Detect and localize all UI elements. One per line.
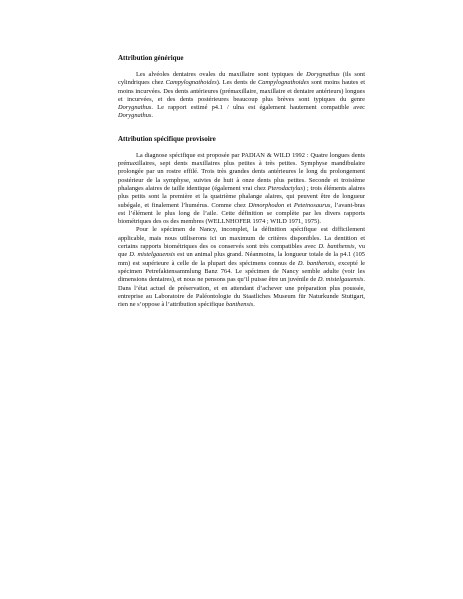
- page-content: [118, 54, 365, 309]
- section-heading-generic: Attribution générique: [118, 54, 184, 62]
- paragraph-nancy-specimen: Pour le spécimen de Nancy, incomplet, la définition spécifique est difficilement applicable, mais nous utiliserons ici un maximum de critères disponibles. La dentition et certains rapports biométriques des os conservés sont très compatibles avec D. banthensis, vu que D. mistelgauensis est un animal plus grand. Néanmoins, la longueur totale de la p4.1 (105 mm) est supérieure à celle de la plupart des spécimens connus de D. banthensis, excepté le spécimen Petrefaktensammlung Banz 764. Le spécimen de Nancy semble adulte (voir les dimensions dentaires), et nous ne pensons pas qu’il puisse être un juvénile de D. mistelgauensis. Dans l’état actuel de préservation, et en attendant d’achever une préparation plus poussée, entreprise au Laboratoire de Paléontologie du Staatliches Museum für Naturkunde Stuttgart, rien ne s’oppose à l’attribution spécifique banthensis.: [118, 226, 366, 309]
- paragraph-generic-attribution: Les alvéoles dentaires ovales du maxillaire sont typiques de Dorygnathus (ils sont cylindriques chez Campylognathoides). Les dents de Campylognathoides sont moins hautes et moins incurvées. Des dents antérieures (prémaxillaire, maxillaire et dentaire antérieurs) longues et incurvées, et des dents postérieures beaucoup plus brèves sont typiques du genre Dorygnathus. Le rapport estimé p4.1 / ulna est également hautement compatible avec Dorygnathus.: [118, 71, 366, 120]
- paragraph-diagnosis: La diagnose spécifique est proposée par PADIAN & WILD 1992 : Quatre longues dents prémaxillaires, sept dents maxillaires plus petites à très petites. Symphyse mandibulaire prolongée par un rostre effilé. Trois très grandes dents antérieures le long du prolongement postérieur de la symphyse, suivies de huit à onze dents plus petites. Seconde et troisième phalanges alaires de taille identique (également vrai chez Pterodactylus) ; trois éléments alaires plus petits sont la première et la quatrième phalange alaires, qui peuvent être de longueur subégale, et finalement l’humérus. Comme chez Dimorphodon et Peteinosaurus, l’avant-bras est l’élément le plus long de l’aile. Cette définition se complète par les divers rapports biométriques des os des membres (WELLNHOFER 1974 ; WILD 1971, 1975).: [118, 151, 366, 226]
- section-heading-specific: Attribution spécifique provisoire: [118, 134, 216, 143]
- spacer: [118, 121, 365, 135]
